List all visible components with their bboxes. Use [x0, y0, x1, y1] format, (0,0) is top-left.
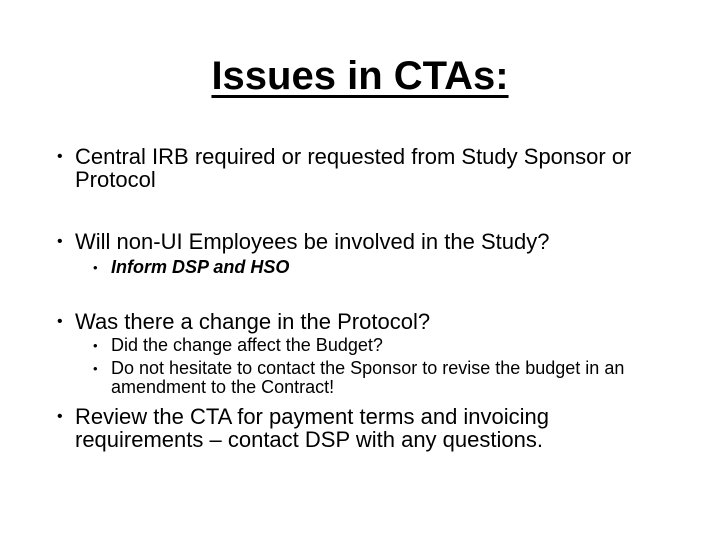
sub-bullet-item [93, 336, 653, 355]
sub-bullet-item [93, 258, 653, 277]
sub-bullet-icon: • [93, 338, 98, 353]
bullet-icon: • [57, 148, 63, 165]
bullet-text: Central IRB required or requested from Study Sponsor or Protocol [75, 144, 632, 192]
slide-title-text: Issues in CTAs: [211, 54, 509, 98]
sub-bullet-icon: • [93, 361, 98, 376]
sub-bullet-text: Did the change affect the Budget? [111, 335, 383, 355]
bullet-item-4 [57, 405, 677, 451]
bullet-icon: • [57, 313, 63, 330]
sub-bullet-text: Inform DSP and HSO [111, 257, 290, 277]
sub-bullet-text: Do not hesitate to contact the Sponsor to revise the budget in an amendment to the Contract! [111, 358, 625, 397]
sub-bullet-icon: • [93, 260, 98, 275]
bullet-icon: • [57, 233, 63, 250]
sub-bullet-item [93, 359, 653, 397]
bullet-item-1 [57, 145, 677, 191]
bullet-text: Will non-UI Employees be involved in the Study? [75, 229, 550, 254]
bullet-text: Was there a change in the Protocol? [75, 309, 431, 334]
slide-title [0, 52, 720, 100]
bullet-item-2 [57, 230, 677, 253]
bullet-text: Review the CTA for payment terms and invoicing requirements – contact DSP with any questions. [75, 404, 550, 452]
bullet-item-3 [57, 310, 677, 333]
bullet-icon: • [57, 408, 63, 425]
